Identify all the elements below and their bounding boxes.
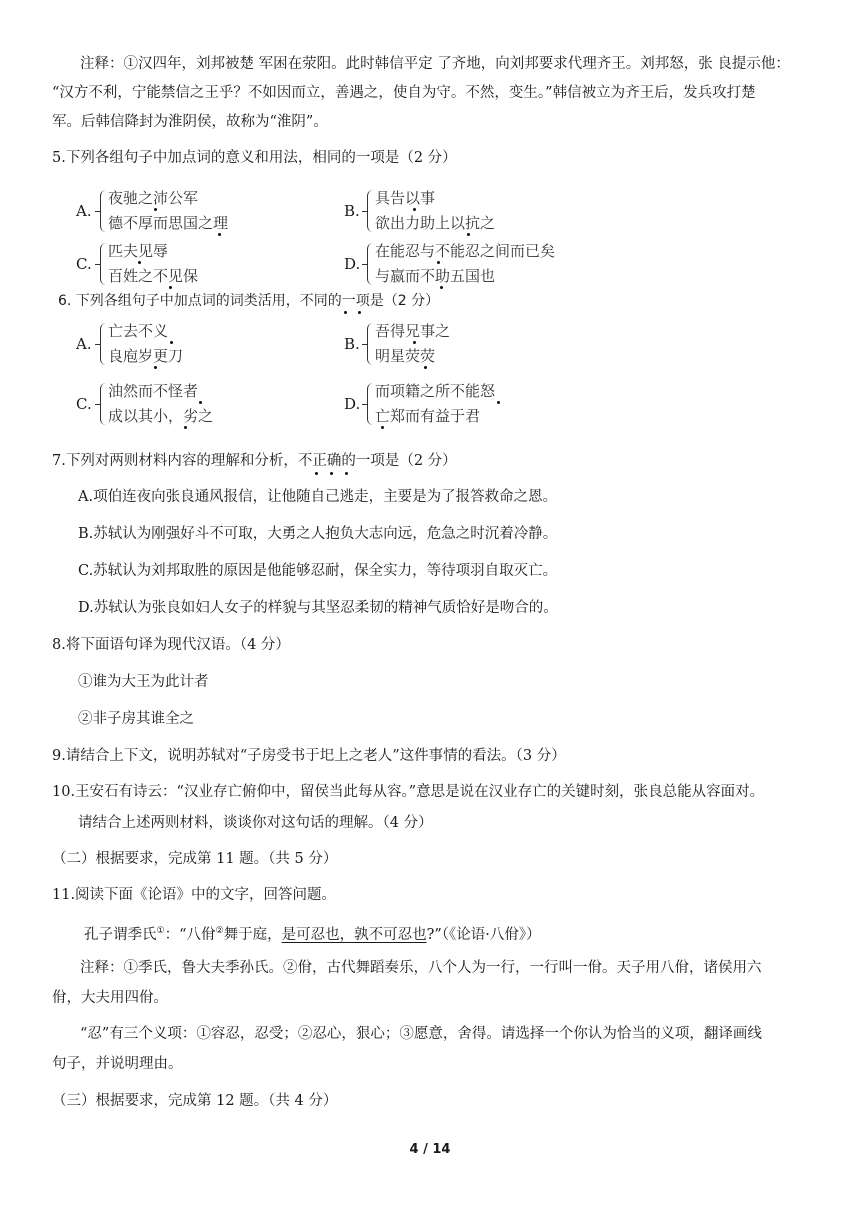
- q6-option-b-letter: B.: [344, 335, 360, 353]
- page-number: 4 / 14: [409, 1142, 451, 1157]
- q5-option-d-line-1: 在能忍与不能忍之间而已矣: [375, 242, 556, 260]
- q5-option-b-line-2: 欲出力助上以抗之: [375, 214, 496, 232]
- q5-option-c-line-1: 匹夫见辱: [108, 242, 169, 260]
- emphasis-dot: [154, 208, 157, 211]
- q11-quote: 孔子谓季氏①：“八佾②舞于庭，是可忍也，孰不可忍也?”（《论语·八佾》）: [84, 926, 541, 943]
- emphasis-dot: [330, 472, 333, 475]
- emphasis-dot: [381, 426, 384, 429]
- q6-option-b-line-1: 吾得兄事之: [375, 322, 451, 340]
- underlined-sentence: 是可忍也，孰不可忍也: [281, 926, 427, 943]
- q6-option-c-line-2: 成以其小，劣之: [108, 407, 214, 425]
- q5-option-d-letter: D.: [344, 255, 361, 273]
- q10-line-1: 10.王安石有诗云：“汉业存亡俯仰中，留侯当此每从容。”意思是说在汉业存亡的关键时刻，张良总能从容面对。: [52, 784, 765, 800]
- emphasis-dot: [467, 233, 470, 236]
- q5-option-d-brace: [367, 243, 373, 285]
- q11-stem: 11.阅读下面《论语》中的文字，回答问题。: [52, 887, 337, 903]
- note-line-1: 注释：①汉四年，刘邦被楚 军困在荥阳。此时韩信平定 了齐地，向刘邦要求代理齐王。刘邦怒，张 良提示他：: [80, 56, 790, 72]
- q6-option-d-letter: D.: [344, 395, 361, 413]
- q8-sentence-2: ②非子房其谁全之: [78, 711, 194, 727]
- q5-option-b-brace: [367, 190, 373, 232]
- q7-stem: 7.下列对两则材料内容的理解和分析，不正确的一项是（2 分）: [52, 453, 457, 469]
- emphasis-dot: [169, 286, 172, 289]
- q8-sentence-1: ①谁为大王为此计者: [78, 674, 209, 690]
- q7-option-b: B.苏轼认为刚强好斗不可取，大勇之人抱负大志向远，危急之时沉着冷静。: [78, 526, 558, 542]
- q6-option-d-brace: [367, 383, 373, 425]
- emphasis-dot: [170, 341, 173, 344]
- q9-stem: 9.请结合上下文，说明苏轼对“子房受书于圯上之老人”这件事情的看法。（3 分）: [52, 748, 566, 764]
- emphasis-dot: [315, 472, 318, 475]
- emphasis-dot: [440, 286, 443, 289]
- q6-option-a-line-2: 良庖岁更刀: [108, 347, 184, 365]
- q6-option-c-letter: C.: [76, 395, 92, 413]
- emphasis-dot: [413, 341, 416, 344]
- emphasis-dot: [154, 366, 157, 369]
- q8-stem: 8.将下面语句译为现代汉语。（4 分）: [52, 637, 290, 653]
- note-line-3: 军。后韩信降封为淮阴侯，故称为“淮阴”。: [52, 114, 328, 130]
- q6-option-a-brace: [100, 323, 106, 365]
- q6-option-d-line-2: 亡郑而有益于君: [375, 407, 481, 425]
- q5-option-b-line-1: 具告以事: [375, 189, 436, 207]
- q6-option-c-line-1: 油然而不怪者: [108, 382, 199, 400]
- emphasis-dot: [358, 311, 361, 314]
- q6-option-b-line-2: 明星荧荧: [375, 347, 436, 365]
- q5-option-c-line-2: 百姓之不见保: [108, 267, 199, 285]
- q11-task-line-2: 句子，并说明理由。: [52, 1056, 183, 1072]
- emphasis-dot: [344, 311, 347, 314]
- q6-option-a-line-1: 亡去不义: [108, 322, 169, 340]
- emphasis-dot: [199, 401, 202, 404]
- q5-option-b-letter: B.: [344, 202, 360, 220]
- section-2-heading: （二）根据要求，完成第 11 题。（共 5 分）: [52, 851, 338, 867]
- q7-option-a: A.项伯连夜向张良通风报信，让他随自己逃走，主要是为了报答救命之恩。: [78, 489, 558, 505]
- q5-stem: 5.下列各组句子中加点词的意义和用法，相同的一项是（2 分）: [52, 150, 457, 166]
- q5-option-c-brace: [100, 243, 106, 285]
- q6-option-c-brace: [100, 383, 106, 425]
- emphasis-dot: [138, 261, 141, 264]
- q11-note-line-2: 佾，大夫用四佾。: [52, 990, 168, 1006]
- q7-option-c: C.苏轼认为刘邦取胜的原因是他能够忍耐，保全实力，等待项羽自取灭亡。: [78, 563, 558, 579]
- emphasis-dot: [413, 208, 416, 211]
- q7-option-d: D.苏轼认为张良如妇人女子的样貌与其坚忍柔韧的精神气质恰好是吻合的。: [78, 600, 558, 616]
- section-3-heading: （三）根据要求，完成第 12 题。（共 4 分）: [52, 1093, 338, 1109]
- q11-task-line-1: “忍”有三个义项：①容忍，忍受；②忍心，狠心；③愿意，舍得。请选择一个你认为恰当的义项，翻译画线: [80, 1026, 762, 1042]
- q6-option-b-brace: [367, 323, 373, 365]
- q5-option-c-letter: C.: [76, 255, 92, 273]
- emphasis-dot: [437, 261, 440, 264]
- emphasis-dot: [184, 426, 187, 429]
- q5-option-a-letter: A.: [76, 202, 92, 220]
- emphasis-dot: [218, 233, 221, 236]
- q6-stem: 6. 下列各组句子中加点词的词类活用，不同的一项是（2 分）: [58, 293, 440, 309]
- q11-note-line-1: 注释：①季氏，鲁大夫季孙氏。②佾，古代舞蹈奏乐，八个人为一行，一行叫一佾。天子用八佾，诸侯用六: [80, 960, 762, 976]
- emphasis-dot: [497, 401, 500, 404]
- q5-option-a-brace: [100, 190, 106, 232]
- emphasis-dot: [424, 366, 427, 369]
- q5-option-a-line-1: 夜驰之沛公军: [108, 189, 199, 207]
- q5-option-d-line-2: 与嬴而不助五国也: [375, 267, 496, 285]
- q6-option-d-line-1: 而项籍之所不能怒: [375, 382, 496, 400]
- note-line-2: “汉方不利，宁能禁信之王乎？不如因而立，善遇之，使自为守。不然，变生。”韩信被立为齐王后，发兵攻打楚: [52, 85, 756, 101]
- q5-option-a-line-2: 德不厚而思国之理: [108, 214, 229, 232]
- q10-line-2: 请结合上述两则材料，谈谈你对这句话的理解。（4 分）: [78, 815, 433, 831]
- q6-option-a-letter: A.: [76, 335, 92, 353]
- emphasis-dot: [345, 472, 348, 475]
